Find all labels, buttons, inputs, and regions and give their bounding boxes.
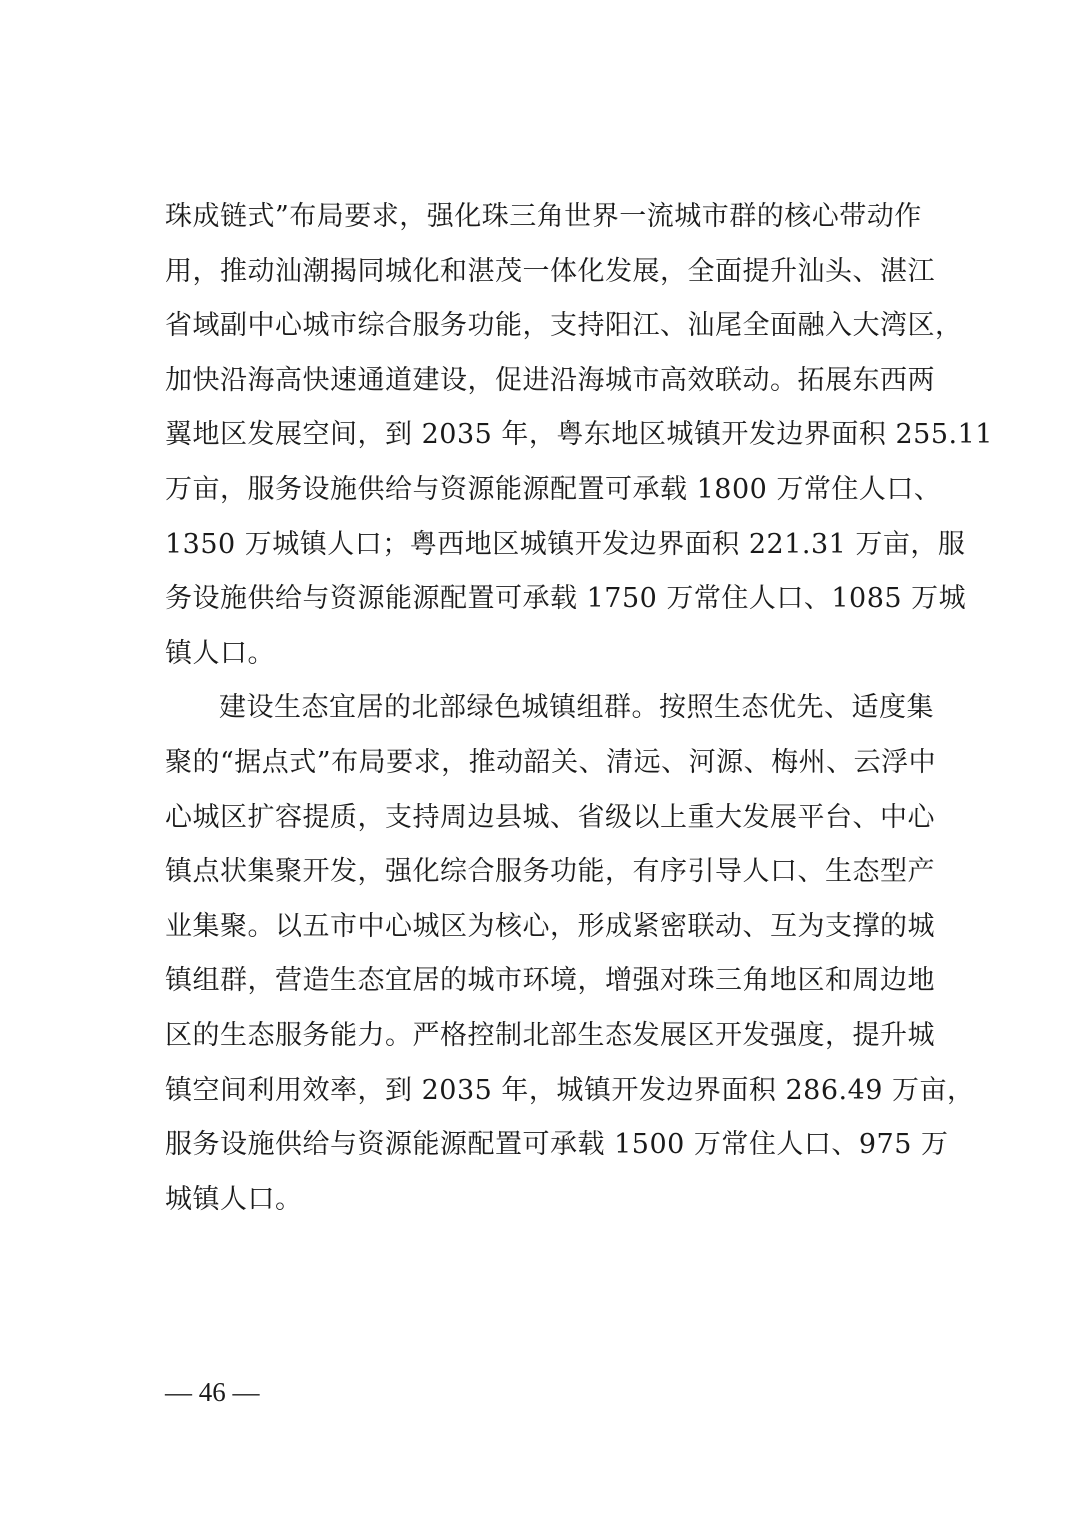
text-line: 翼地区发展空间，到 2035 年，粤东地区城镇开发边界面积 255.11	[165, 419, 993, 451]
text-line: 服务设施供给与资源能源配置可承载 1500 万常住人口、975 万	[165, 1129, 949, 1161]
text-line: 镇人口。	[165, 637, 275, 669]
text-line: 珠成链式”布局要求，强化珠三角世界一流城市群的核心带动作	[165, 201, 922, 232]
text-line: 心城区扩容提质，支持周边县城、省级以上重大发展平台、中心	[165, 801, 935, 833]
paragraph-2	[165, 681, 975, 1227]
text-line: 万亩，服务设施供给与资源能源配置可承载 1800 万常住人口、	[165, 473, 942, 505]
text-line: 镇组群，营造生态宜居的城市环境，增强对珠三角地区和周边地	[165, 965, 935, 997]
text-line: 镇空间利用效率，到 2035 年，城镇开发边界面积 286.49 万亩，	[165, 1074, 975, 1106]
text-line: 业集聚。以五市中心城区为核心，形成紧密联动、互为支撑的城	[165, 910, 935, 942]
page-number: — 46 —	[165, 1377, 260, 1407]
text-line: 镇点状集聚开发，强化综合服务功能，有序引导人口、生态型产	[165, 856, 935, 888]
text-line: 用，推动汕潮揭同城化和湛茂一体化发展，全面提升汕头、湛江	[165, 255, 935, 287]
text-line: 聚的“据点式”布局要求，推动韶关、清远、河源、梅州、云浮中	[165, 746, 937, 778]
text-line: 城镇人口。	[165, 1183, 303, 1215]
text-line: 加快沿海高快速通道建设，促进沿海城市高效联动。拓展东西两	[165, 364, 935, 396]
document-body	[165, 190, 993, 1227]
text-line-heading: 建设生态宜居的北部绿色城镇组群。按照生态优先、适度集	[219, 692, 934, 724]
text-line: 务设施供给与资源能源配置可承载 1750 万常住人口、1085 万城	[165, 583, 967, 615]
text-line: 1350 万城镇人口；粤西地区城镇开发边界面积 221.31 万亩，服	[165, 528, 966, 560]
text-line: 区的生态服务能力。严格控制北部生态发展区开发强度，提升城	[165, 1019, 935, 1051]
text-line: 省域副中心城市综合服务功能，支持阳江、汕尾全面融入大湾区，	[165, 310, 963, 342]
paragraph-1	[165, 190, 993, 681]
